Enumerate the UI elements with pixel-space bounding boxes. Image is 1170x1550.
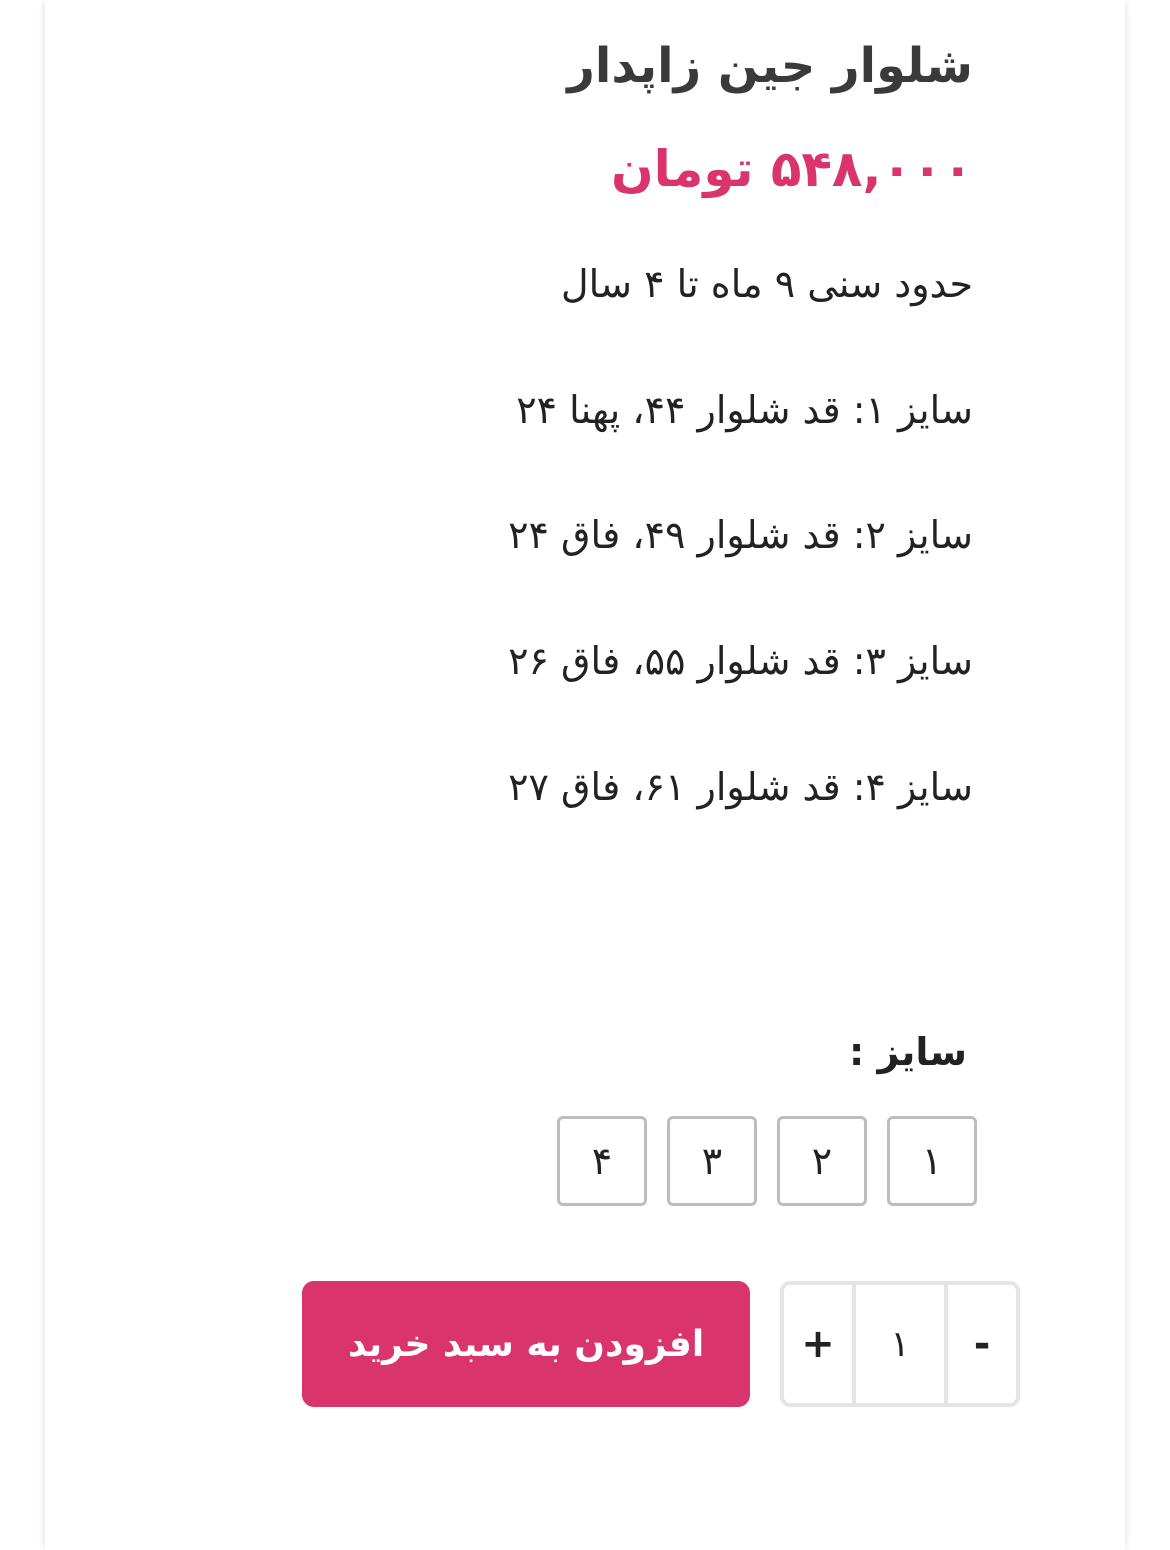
description-line-age: حدود سنی ۹ ماه تا ۴ سال bbox=[560, 262, 973, 306]
product-price: ۵۴۸,۰۰۰ تومان bbox=[610, 140, 973, 198]
add-to-cart-button[interactable] bbox=[302, 1281, 750, 1407]
description-line-size-2: سایز ۲: قد شلوار ۴۹، فاق ۲۴ bbox=[508, 513, 973, 557]
quantity-increment-button[interactable]: + bbox=[801, 1321, 835, 1367]
quantity-decrement-button[interactable]: - bbox=[973, 1321, 991, 1367]
quantity-stepper bbox=[780, 1281, 1020, 1407]
size-option-4[interactable]: ۴ bbox=[557, 1116, 647, 1206]
size-label: سایز : bbox=[849, 1030, 967, 1074]
quantity-value[interactable]: ۱ bbox=[852, 1285, 948, 1403]
size-option-1[interactable]: ۱ bbox=[887, 1116, 977, 1206]
add-to-cart-label: افزودن به سبد خرید bbox=[347, 1323, 705, 1365]
product-title: شلوار جین زاپدار bbox=[567, 38, 973, 94]
size-options bbox=[557, 1116, 977, 1206]
description-line-size-3: سایز ۳: قد شلوار ۵۵، فاق ۲۶ bbox=[508, 639, 973, 683]
size-option-2[interactable]: ۲ bbox=[777, 1116, 867, 1206]
description-line-size-1: سایز ۱: قد شلوار ۴۴، پهنا ۲۴ bbox=[516, 388, 973, 432]
description-line-size-4: سایز ۴: قد شلوار ۶۱، فاق ۲۷ bbox=[508, 765, 973, 809]
size-option-3[interactable]: ۳ bbox=[667, 1116, 757, 1206]
